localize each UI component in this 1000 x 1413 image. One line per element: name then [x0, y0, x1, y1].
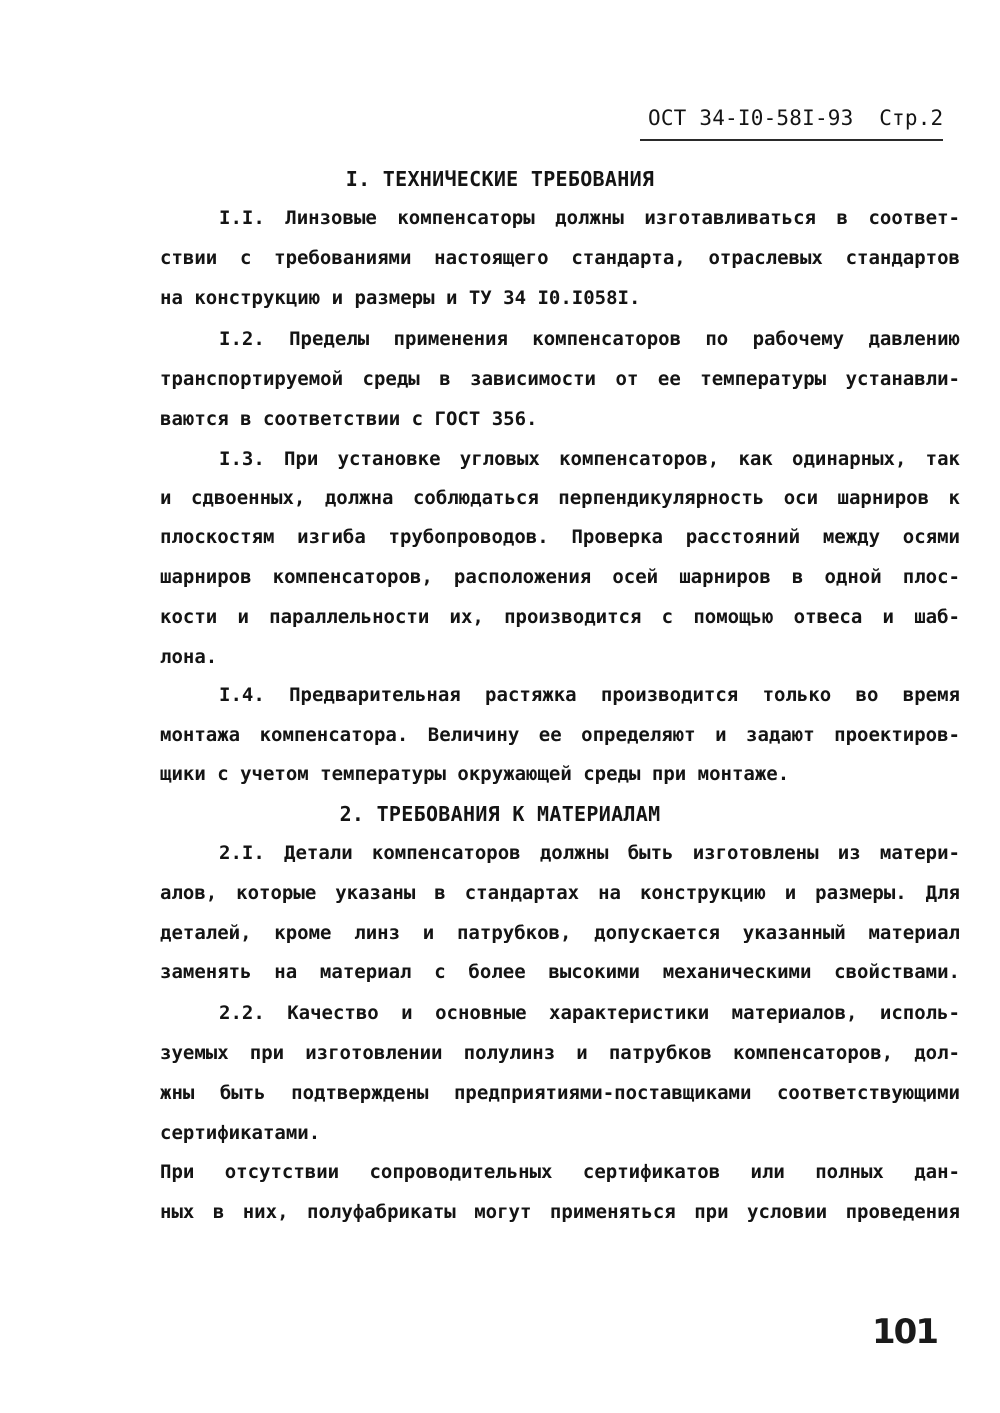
text-line: I.I. Линзовые компенсаторы должны изготавливаться в соответ-: [219, 207, 960, 229]
text-line: зуемых при изготовлении полулинз и патрубков компенсаторов, дол-: [160, 1042, 960, 1064]
section-1-title: I. ТЕХНИЧЕСКИЕ ТРЕБОВАНИЯ: [345, 167, 655, 191]
text-line: деталей, кроме линз и патрубков, допускается указанный материал: [160, 922, 960, 944]
standard-code: ОСТ 34-I0-58I-93: [648, 106, 854, 130]
document-header: [648, 106, 943, 130]
handwritten-page-number: 101: [872, 1312, 937, 1352]
text-line: лона.: [160, 646, 218, 668]
text-line: заменять на материал с более высокими механическими свойствами.: [160, 961, 960, 983]
text-line: кости и параллельности их, производится с помощью отвеса и шаб-: [160, 606, 960, 628]
text-line: ных в них, полуфабрикаты могут применяться при условии проведения: [160, 1201, 960, 1223]
text-line: щики с учетом температуры окружающей среды при монтаже.: [160, 763, 790, 785]
text-line: 2.I. Детали компенсаторов должны быть изготовлены из матери-: [219, 842, 960, 864]
text-line: транспортируемой среды в зависимости от ее температуры устанавли-: [160, 368, 960, 390]
text-line: 2.2. Качество и основные характеристики материалов, исполь-: [219, 1002, 960, 1024]
header-underline: [640, 139, 943, 141]
text-line: жны быть подтверждены предприятиями-поставщиками соответствующими: [160, 1082, 960, 1104]
text-line: плоскостям изгиба трубопроводов. Проверка расстояний между осями: [160, 526, 960, 548]
text-line: сертификатами.: [160, 1122, 321, 1144]
text-line: При отсутствии сопроводительных сертификатов или полных дан-: [160, 1161, 960, 1183]
text-line: ствии с требованиями настоящего стандарта, отраслевых стандартов: [160, 247, 960, 269]
text-line: I.2. Пределы применения компенсаторов по рабочему давлению: [219, 328, 960, 350]
text-line: I.3. При установке угловых компенсаторов, как одинарных, так: [219, 448, 960, 470]
text-line: ваются в соответствии с ГОСТ 356.: [160, 408, 538, 430]
text-line: алов, которые указаны в стандартах на конструкцию и размеры. Для: [160, 882, 960, 904]
text-line: монтажа компенсатора. Величину ее определяют и задают проектиров-: [160, 724, 960, 746]
text-line: и сдвоенных, должна соблюдаться перпендикулярность оси шарниров к: [160, 487, 960, 509]
section-2-title: 2. ТРЕБОВАНИЯ К МАТЕРИАЛАМ: [339, 802, 661, 826]
page-label: Стр.2: [879, 106, 944, 130]
text-line: I.4. Предварительная растяжка производится только во время: [219, 684, 960, 706]
text-line: шарниров компенсаторов, расположения осей шарниров в одной плос-: [160, 566, 960, 588]
text-line: на конструкцию и размеры и ТУ 34 I0.I058I.: [160, 287, 641, 309]
